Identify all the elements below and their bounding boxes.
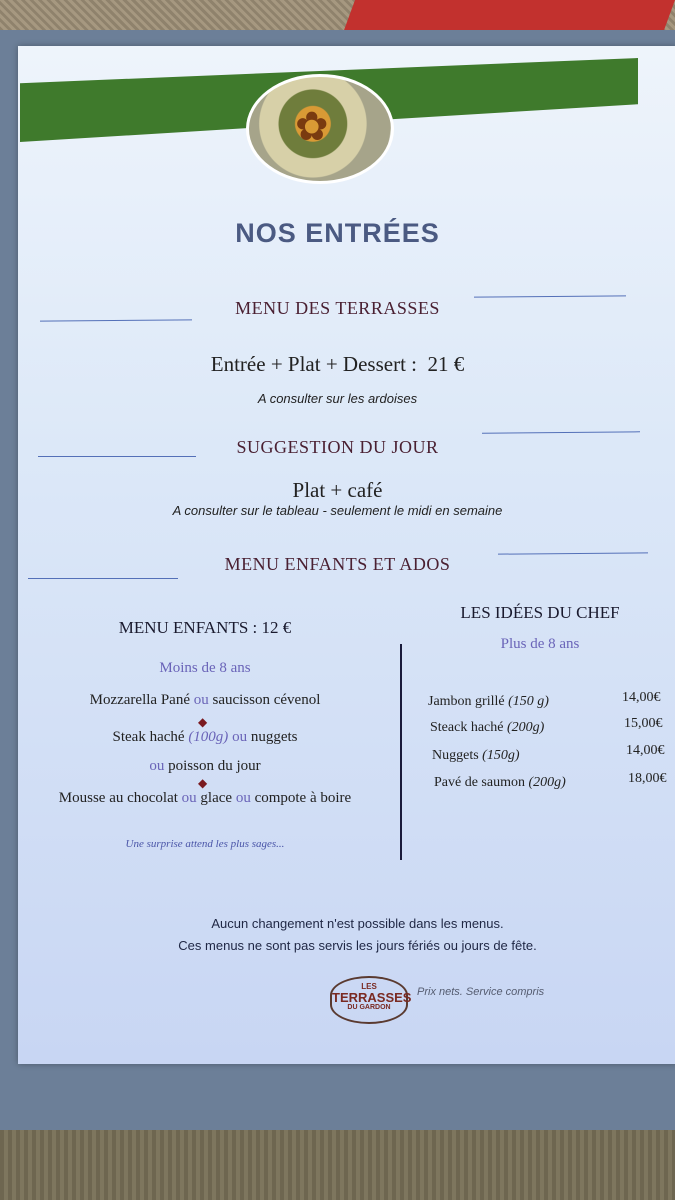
terrasses-offer-text: Entrée + Plat + Dessert : [210, 352, 417, 376]
prix-note: Prix nets. Service compris [417, 986, 545, 998]
suggestion-note: A consulter sur le tableau - seulement le midi en semaine [172, 503, 503, 518]
suggestion-offer: Plat + café [292, 478, 383, 502]
chef-item-price: 14,00€ [622, 690, 661, 705]
terrasses-price: 21 € [427, 352, 465, 376]
kids-item: nuggets [250, 729, 298, 745]
or-word: ou [181, 790, 197, 806]
logo-text-top: LES [361, 982, 377, 991]
chef-item-price: 14,00€ [626, 743, 665, 758]
chef-heading: LES IDÉES DU CHEF [460, 603, 620, 622]
section-heading-terrasses: MENU DES TERRASSES [235, 298, 440, 318]
kids-weight: (100g) [188, 729, 229, 745]
terrasses-offer [0, 352, 675, 377]
chef-item-name: Steack haché [430, 720, 504, 735]
chef-item-name: Nuggets [432, 748, 479, 763]
chef-item-weight: (200g) [506, 720, 545, 735]
logo-text-bottom: DU GARDON [347, 1004, 391, 1011]
kids-main-line [20, 729, 390, 746]
kids-item: poisson du jour [168, 758, 261, 774]
kids-item: Steak haché [112, 729, 185, 745]
page-title: NOS ENTRÉES [235, 218, 440, 248]
chef-item-price: 18,00€ [628, 771, 667, 786]
terrasses-note: A consulter sur les ardoises [257, 391, 418, 406]
fabric-background [0, 1130, 675, 1200]
kids-item: compote à boire [254, 790, 352, 806]
dish-icon: ✿ [295, 104, 329, 149]
kids-item: saucisson cévenol [212, 692, 321, 708]
chef-item [430, 720, 544, 736]
chef-item [434, 775, 566, 791]
chef-item-weight: (150 g) [508, 694, 549, 709]
chef-item-weight: (200g) [528, 775, 566, 790]
footer-line-1: Aucun changement n'est possible dans les menus. [211, 916, 504, 931]
diamond-separator: ◆ [198, 715, 208, 729]
kids-surprise: Une surprise attend les plus sages... [125, 838, 285, 850]
section-heading-enfants: MENU ENFANTS ET ADOS [224, 554, 451, 574]
food-photo [246, 74, 394, 184]
chef-item-weight: (150g) [482, 748, 520, 763]
logo-text-main: TERRASSES [332, 990, 412, 1005]
kids-item: Mozzarella Pané [89, 692, 190, 708]
or-word: ou [235, 790, 251, 806]
column-divider [400, 644, 402, 860]
kids-starter-line [20, 692, 390, 709]
restaurant-logo [330, 976, 412, 1024]
chef-item [432, 748, 520, 764]
kids-item: Mousse au chocolat [58, 790, 178, 806]
or-word: ou [193, 692, 209, 708]
chef-item-name: Pavé de saumon [434, 775, 525, 790]
chef-item-name: Jambon grillé [428, 694, 505, 709]
diamond-separator: ◆ [198, 776, 208, 790]
kids-age: Moins de 8 ans [159, 660, 251, 676]
footer-line-2: Ces menus ne sont pas servis les jours fériés ou jours de fête. [178, 938, 537, 953]
chef-item-price: 15,00€ [624, 716, 663, 731]
kids-heading: MENU ENFANTS : 12 € [118, 618, 292, 637]
kids-dessert-line [20, 790, 390, 807]
chef-age: Plus de 8 ans [500, 636, 580, 652]
section-heading-suggestion: SUGGESTION DU JOUR [236, 437, 439, 457]
divider-line [28, 578, 178, 579]
chef-item [428, 694, 549, 710]
or-word: ou [149, 758, 165, 774]
kids-main-line-2 [20, 758, 390, 775]
kids-item: glace [200, 790, 233, 806]
or-word: ou [232, 729, 248, 745]
